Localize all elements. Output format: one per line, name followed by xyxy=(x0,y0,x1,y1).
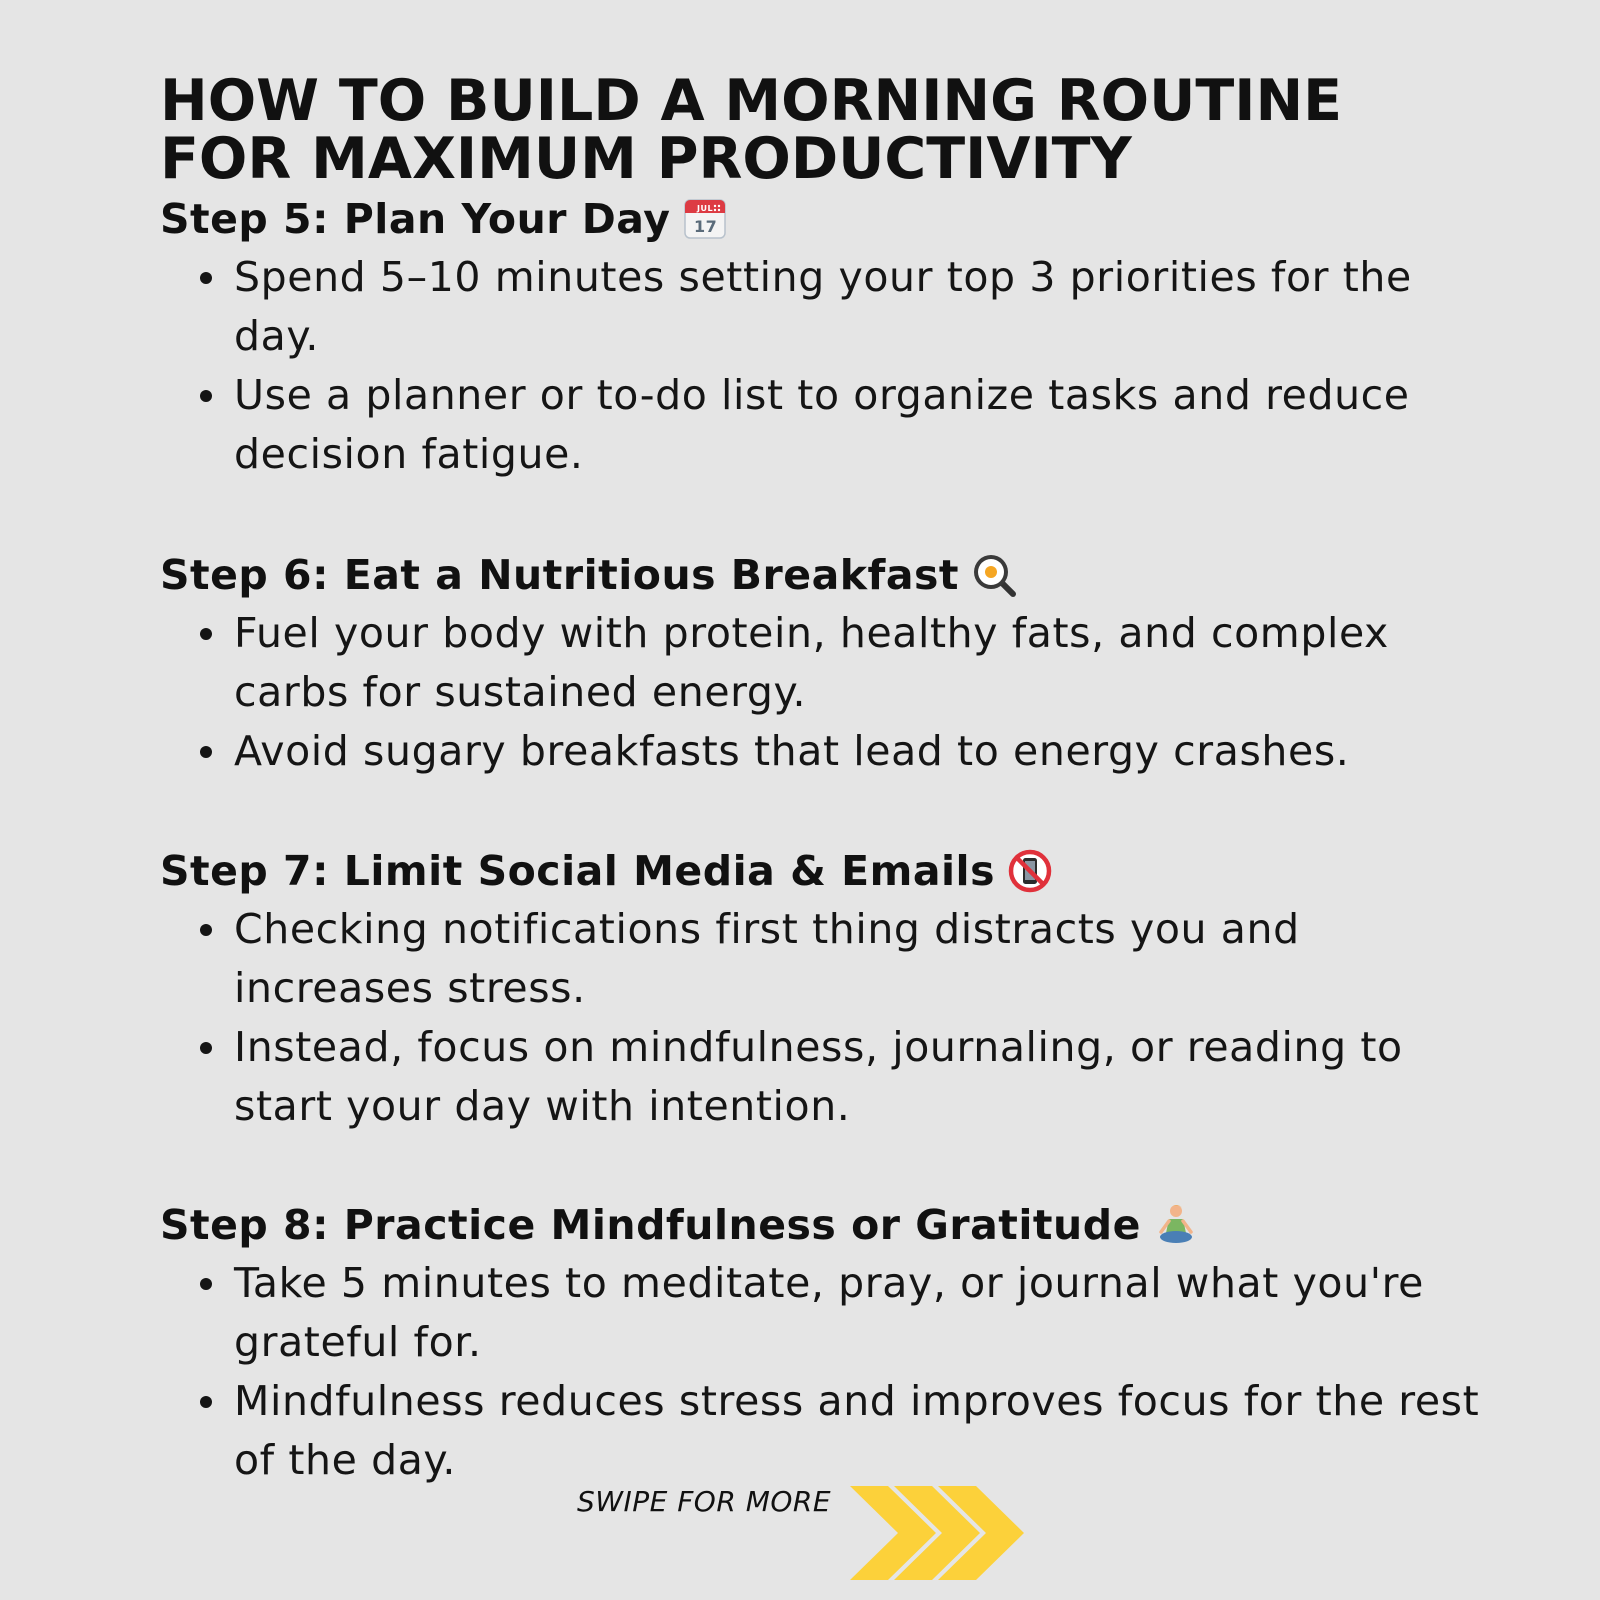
step-8-section xyxy=(160,1196,1490,1490)
step-5-section xyxy=(160,190,1490,484)
list-item xyxy=(160,900,1490,1018)
step-6-heading-text: Step 6: Eat a Nutritious Breakfast xyxy=(160,551,960,599)
bullet-dot xyxy=(200,1278,212,1290)
step-6-section xyxy=(160,546,1490,781)
list-item xyxy=(160,1372,1490,1490)
step-7-section xyxy=(160,842,1490,1136)
step-8-heading xyxy=(160,1196,1490,1254)
no-phone-icon xyxy=(1007,848,1053,894)
list-item xyxy=(160,722,1490,781)
bullet-dot xyxy=(200,390,212,402)
swipe-arrow-icon[interactable] xyxy=(850,1486,1025,1580)
step-5-heading xyxy=(160,190,1490,248)
calendar-icon xyxy=(682,196,728,242)
step-8-heading-text: Step 8: Practice Mindfulness or Gratitude xyxy=(160,1201,1141,1249)
bullet-dot xyxy=(200,746,212,758)
bullet-dot xyxy=(200,272,212,284)
frying-pan-egg-icon xyxy=(971,552,1017,598)
page-title: HOW TO BUILD A MORNING ROUTINE FOR MAXIMUM PRODUCTIVITY xyxy=(160,68,1343,192)
list-item xyxy=(160,366,1490,484)
bullet-dot xyxy=(200,1396,212,1408)
bullet-text: Take 5 minutes to meditate, pray, or journal what you're grateful for. xyxy=(234,1259,1424,1366)
bullet-text: Checking notifications first thing distracts you and increases stress. xyxy=(234,905,1300,1012)
step-8-bullet-list xyxy=(160,1254,1490,1490)
swipe-for-more-label[interactable]: SWIPE FOR MORE xyxy=(577,1485,832,1518)
meditating-person-icon xyxy=(1153,1202,1199,1248)
bullet-text: Avoid sugary breakfasts that lead to energy crashes. xyxy=(234,727,1350,775)
svg-text:17: 17 xyxy=(694,217,718,236)
step-6-bullet-list xyxy=(160,604,1490,781)
step-7-bullet-list xyxy=(160,900,1490,1136)
list-item xyxy=(160,1018,1490,1136)
step-7-heading xyxy=(160,842,1490,900)
bullet-dot xyxy=(200,628,212,640)
bullet-text: Instead, focus on mindfulness, journaling, or reading to start your day with intention. xyxy=(234,1023,1403,1130)
step-6-heading xyxy=(160,546,1490,604)
list-item xyxy=(160,1254,1490,1372)
bullet-text: Mindfulness reduces stress and improves focus for the rest of the day. xyxy=(234,1377,1480,1484)
step-5-heading-text: Step 5: Plan Your Day xyxy=(160,195,671,243)
list-item xyxy=(160,604,1490,722)
step-7-heading-text: Step 7: Limit Social Media & Emails xyxy=(160,847,996,895)
bullet-text: Fuel your body with protein, healthy fats, and complex carbs for sustained energy. xyxy=(234,609,1389,716)
bullet-text: Use a planner or to-do list to organize tasks and reduce decision fatigue. xyxy=(234,371,1410,478)
step-5-bullet-list xyxy=(160,248,1490,484)
list-item xyxy=(160,248,1490,366)
bullet-dot xyxy=(200,924,212,936)
svg-text:JUL: JUL xyxy=(697,204,714,213)
bullet-dot xyxy=(200,1042,212,1054)
bullet-text: Spend 5–10 minutes setting your top 3 priorities for the day. xyxy=(234,253,1412,360)
